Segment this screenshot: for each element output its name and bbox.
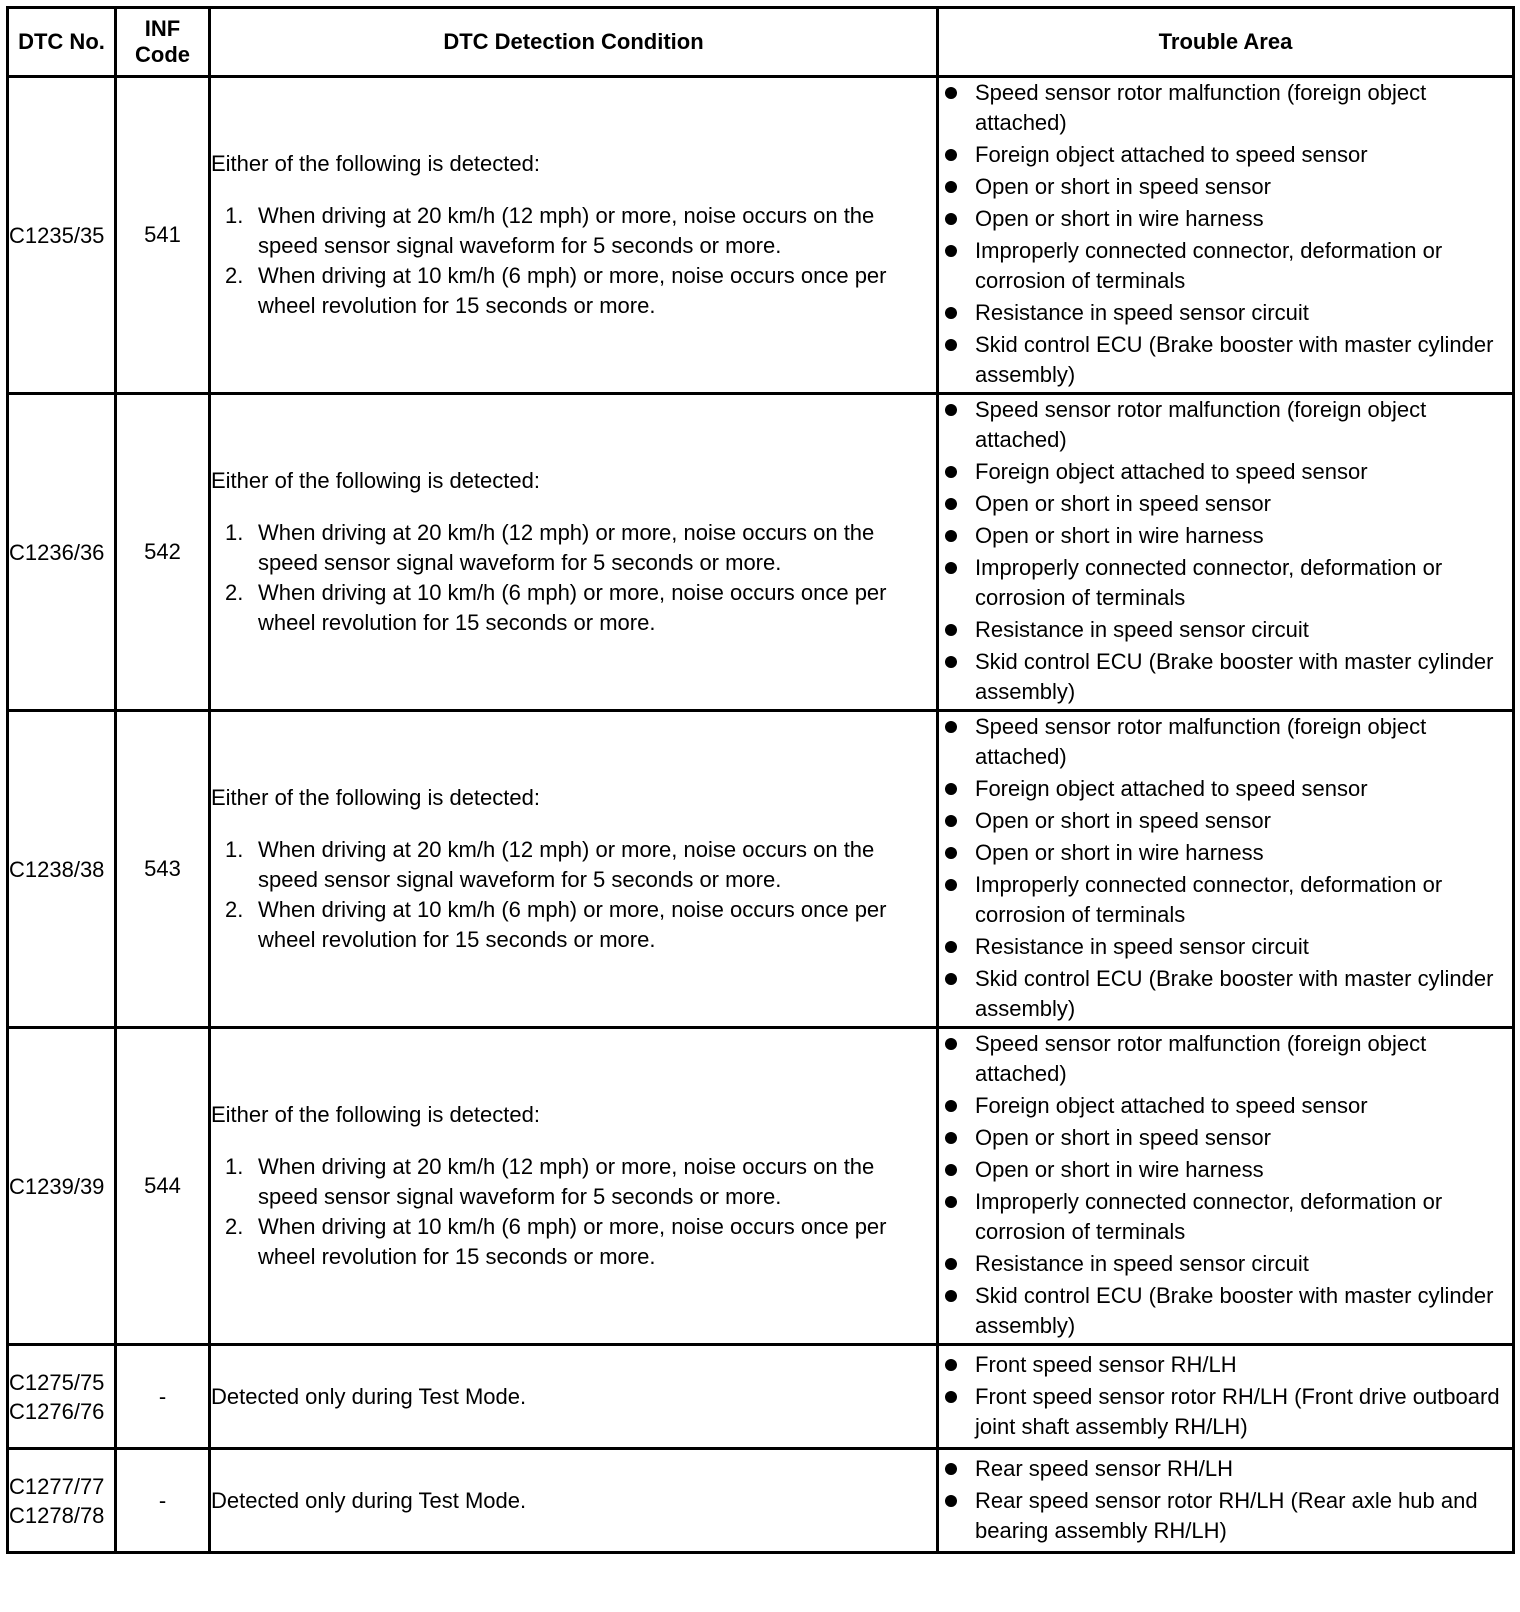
table-row (8, 711, 1514, 1028)
dtc-code: C1236/36 (9, 539, 105, 565)
trouble-area-item (939, 1350, 1512, 1380)
trouble-area-cell (938, 394, 1514, 711)
condition-item (211, 518, 936, 578)
trouble-area-item (939, 78, 1512, 138)
trouble-area-item (939, 457, 1512, 487)
bullet-icon (945, 530, 957, 542)
trouble-area-text: Front speed sensor RH/LH (975, 1351, 1237, 1377)
trouble-area-text: Resistance in speed sensor circuit (975, 300, 1309, 325)
inf-code-cell: 542 (116, 394, 210, 711)
detection-condition-cell (210, 394, 938, 711)
condition-item (211, 1212, 936, 1272)
trouble-area-text: Skid control ECU (Brake booster with master cylinder assembly) (975, 966, 1494, 1021)
trouble-area-item (939, 838, 1512, 868)
bullet-icon (945, 562, 957, 574)
bullet-icon (945, 656, 957, 668)
trouble-area-cell (938, 711, 1514, 1028)
bullet-icon (945, 879, 957, 891)
trouble-area-item (939, 1155, 1512, 1185)
header-detection-condition: DTC Detection Condition (210, 8, 938, 77)
inf-code-cell: 544 (116, 1028, 210, 1345)
trouble-area-text: Skid control ECU (Brake booster with master cylinder assembly) (975, 649, 1494, 704)
trouble-area-text: Open or short in speed sensor (975, 808, 1271, 833)
dtc-number-cell (8, 1028, 116, 1345)
dtc-code: C1275/75 (9, 1369, 105, 1395)
bullet-icon (945, 149, 957, 161)
trouble-area-text: Open or short in wire harness (975, 523, 1264, 548)
trouble-area-item (939, 1281, 1512, 1341)
header-inf-line1: INF (144, 16, 181, 41)
trouble-area-text: Speed sensor rotor malfunction (foreign object attached) (975, 80, 1427, 135)
inf-code-cell: 543 (116, 711, 210, 1028)
header-inf-code (116, 8, 210, 77)
trouble-area-item (939, 1091, 1512, 1121)
dtc-code: C1235/35 (9, 222, 105, 248)
detection-condition-cell (210, 711, 938, 1028)
condition-list (211, 835, 936, 955)
condition-number: 2. (225, 1214, 244, 1239)
trouble-area-list (939, 395, 1512, 707)
header-inf-line2: Code (135, 42, 190, 67)
condition-number: 1. (225, 1154, 244, 1179)
trouble-area-item (939, 1454, 1512, 1484)
dtc-number-cell (8, 711, 116, 1028)
header-trouble-area: Trouble Area (938, 8, 1514, 77)
condition-number: 1. (225, 203, 244, 228)
detection-condition-cell (210, 1449, 938, 1553)
trouble-area-text: Speed sensor rotor malfunction (foreign object attached) (975, 1031, 1427, 1086)
dtc-code: C1239/39 (9, 1173, 105, 1199)
table-row (8, 77, 1514, 394)
bullet-icon (945, 1132, 957, 1144)
trouble-area-text: Front speed sensor rotor RH/LH (Front drive outboard joint shaft assembly RH/LH) (975, 1383, 1500, 1439)
trouble-area-item (939, 1029, 1512, 1089)
bullet-icon (945, 1290, 957, 1302)
trouble-area-text: Rear speed sensor RH/LH (975, 1455, 1234, 1481)
trouble-area-item (939, 774, 1512, 804)
condition-number: 1. (225, 520, 244, 545)
trouble-area-item (939, 395, 1512, 455)
trouble-area-text: Improperly connected connector, deformation or corrosion of terminals (975, 238, 1443, 293)
inf-code-cell: - (116, 1449, 210, 1553)
trouble-area-item (939, 712, 1512, 772)
bullet-icon (945, 466, 957, 478)
table-row (8, 1028, 1514, 1345)
dtc-code: C1238/38 (9, 856, 105, 882)
trouble-area-item (939, 932, 1512, 962)
bullet-icon (945, 1463, 957, 1475)
condition-text: When driving at 10 km/h (6 mph) or more, noise occurs once per wheel revolution for 15 seconds or more. (258, 897, 887, 952)
condition-number: 2. (225, 263, 244, 288)
condition-text: When driving at 10 km/h (6 mph) or more, noise occurs once per wheel revolution for 15 seconds or more. (258, 580, 887, 635)
trouble-area-text: Improperly connected connector, deformation or corrosion of terminals (975, 872, 1443, 927)
bullet-icon (945, 1100, 957, 1112)
bullet-icon (945, 1391, 957, 1403)
trouble-area-cell (938, 1345, 1514, 1449)
bullet-icon (945, 498, 957, 510)
dtc-number-cell (8, 394, 116, 711)
trouble-area-item (939, 140, 1512, 170)
trouble-area-item (939, 298, 1512, 328)
condition-number: 1. (225, 837, 244, 862)
trouble-area-list (939, 1454, 1512, 1546)
trouble-area-item (939, 489, 1512, 519)
bullet-icon (945, 941, 957, 953)
condition-number: 2. (225, 580, 244, 605)
trouble-area-item (939, 1486, 1512, 1546)
trouble-area-text: Foreign object attached to speed sensor (975, 142, 1368, 167)
bullet-icon (945, 339, 957, 351)
bullet-icon (945, 1164, 957, 1176)
dtc-table-frame (6, 6, 1512, 1603)
dtc-number-cell (8, 1345, 116, 1449)
bullet-icon (945, 404, 957, 416)
condition-intro: Either of the following is detected: (211, 151, 540, 176)
trouble-area-text: Skid control ECU (Brake booster with master cylinder assembly) (975, 1283, 1494, 1338)
detection-condition-cell (210, 1345, 938, 1449)
bullet-icon (945, 847, 957, 859)
dtc-code: C1277/77 (9, 1473, 105, 1499)
bullet-icon (945, 1258, 957, 1270)
condition-item (211, 578, 936, 638)
condition-text: When driving at 20 km/h (12 mph) or more, noise occurs on the speed sensor signal waveform for 5 seconds or more. (258, 837, 875, 892)
bullet-icon (945, 307, 957, 319)
trouble-area-item (939, 553, 1512, 613)
inf-code-cell: - (116, 1345, 210, 1449)
bullet-icon (945, 181, 957, 193)
condition-text: When driving at 10 km/h (6 mph) or more, noise occurs once per wheel revolution for 15 seconds or more. (258, 1214, 887, 1269)
trouble-area-item (939, 204, 1512, 234)
condition-item (211, 261, 936, 321)
condition-text: When driving at 20 km/h (12 mph) or more, noise occurs on the speed sensor signal waveform for 5 seconds or more. (258, 520, 875, 575)
trouble-area-text: Speed sensor rotor malfunction (foreign object attached) (975, 714, 1427, 769)
table-body (8, 77, 1514, 1553)
trouble-area-text: Open or short in wire harness (975, 206, 1264, 231)
trouble-area-list (939, 1350, 1512, 1442)
trouble-area-item (939, 1382, 1512, 1442)
trouble-area-text: Foreign object attached to speed sensor (975, 1093, 1368, 1118)
condition-number: 2. (225, 897, 244, 922)
detection-condition-cell (210, 77, 938, 394)
table-row (8, 394, 1514, 711)
trouble-area-text: Improperly connected connector, deformation or corrosion of terminals (975, 555, 1443, 610)
condition-list (211, 1152, 936, 1272)
condition-intro: Either of the following is detected: (211, 1102, 540, 1127)
table-row (8, 1449, 1514, 1553)
condition-intro: Either of the following is detected: (211, 785, 540, 810)
trouble-area-item (939, 1123, 1512, 1153)
trouble-area-text: Improperly connected connector, deformation or corrosion of terminals (975, 1189, 1443, 1244)
bullet-icon (945, 1495, 957, 1507)
condition-text: When driving at 20 km/h (12 mph) or more, noise occurs on the speed sensor signal waveform for 5 seconds or more. (258, 1154, 875, 1209)
header-dtc-no: DTC No. (8, 8, 116, 77)
dtc-code: C1278/78 (9, 1502, 105, 1528)
trouble-area-text: Foreign object attached to speed sensor (975, 776, 1368, 801)
trouble-area-item (939, 615, 1512, 645)
bullet-icon (945, 783, 957, 795)
condition-text: When driving at 20 km/h (12 mph) or more, noise occurs on the speed sensor signal waveform for 5 seconds or more. (258, 203, 875, 258)
bullet-icon (945, 1038, 957, 1050)
bullet-icon (945, 624, 957, 636)
bullet-icon (945, 815, 957, 827)
trouble-area-text: Open or short in speed sensor (975, 174, 1271, 199)
trouble-area-item (939, 870, 1512, 930)
condition-item (211, 201, 936, 261)
trouble-area-item (939, 1187, 1512, 1247)
trouble-area-text: Resistance in speed sensor circuit (975, 1251, 1309, 1276)
trouble-area-cell (938, 77, 1514, 394)
trouble-area-item (939, 647, 1512, 707)
trouble-area-cell (938, 1028, 1514, 1345)
condition-list (211, 518, 936, 638)
table-header-row (8, 8, 1514, 77)
trouble-area-item (939, 964, 1512, 1024)
bullet-icon (945, 973, 957, 985)
condition-intro: Detected only during Test Mode. (211, 1383, 527, 1409)
bullet-icon (945, 87, 957, 99)
trouble-area-list (939, 1029, 1512, 1341)
bullet-icon (945, 213, 957, 225)
condition-item (211, 895, 936, 955)
trouble-area-text: Open or short in wire harness (975, 840, 1264, 865)
trouble-area-text: Resistance in speed sensor circuit (975, 934, 1309, 959)
condition-list (211, 201, 936, 321)
bullet-icon (945, 721, 957, 733)
trouble-area-item (939, 521, 1512, 551)
bullet-icon (945, 1359, 957, 1371)
condition-text: When driving at 10 km/h (6 mph) or more, noise occurs once per wheel revolution for 15 seconds or more. (258, 263, 887, 318)
trouble-area-cell (938, 1449, 1514, 1553)
condition-item (211, 835, 936, 895)
table-row (8, 1345, 1514, 1449)
trouble-area-list (939, 78, 1512, 390)
trouble-area-text: Speed sensor rotor malfunction (foreign object attached) (975, 397, 1427, 452)
trouble-area-text: Open or short in wire harness (975, 1157, 1264, 1182)
bullet-icon (945, 1196, 957, 1208)
trouble-area-list (939, 712, 1512, 1024)
dtc-number-cell (8, 77, 116, 394)
condition-intro: Detected only during Test Mode. (211, 1487, 527, 1513)
trouble-area-text: Foreign object attached to speed sensor (975, 459, 1368, 484)
condition-intro: Either of the following is detected: (211, 468, 540, 493)
trouble-area-text: Open or short in speed sensor (975, 491, 1271, 516)
trouble-area-item (939, 330, 1512, 390)
dtc-code: C1276/76 (9, 1398, 105, 1424)
dtc-number-cell (8, 1449, 116, 1553)
bullet-icon (945, 245, 957, 257)
detection-condition-cell (210, 1028, 938, 1345)
trouble-area-text: Rear speed sensor rotor RH/LH (Rear axle hub and bearing assembly RH/LH) (975, 1487, 1478, 1543)
trouble-area-item (939, 172, 1512, 202)
trouble-area-item (939, 236, 1512, 296)
condition-item (211, 1152, 936, 1212)
trouble-area-text: Resistance in speed sensor circuit (975, 617, 1309, 642)
inf-code-cell: 541 (116, 77, 210, 394)
trouble-area-item (939, 806, 1512, 836)
trouble-area-item (939, 1249, 1512, 1279)
trouble-area-text: Skid control ECU (Brake booster with master cylinder assembly) (975, 332, 1494, 387)
trouble-area-text: Open or short in speed sensor (975, 1125, 1271, 1150)
dtc-table (6, 6, 1515, 1554)
